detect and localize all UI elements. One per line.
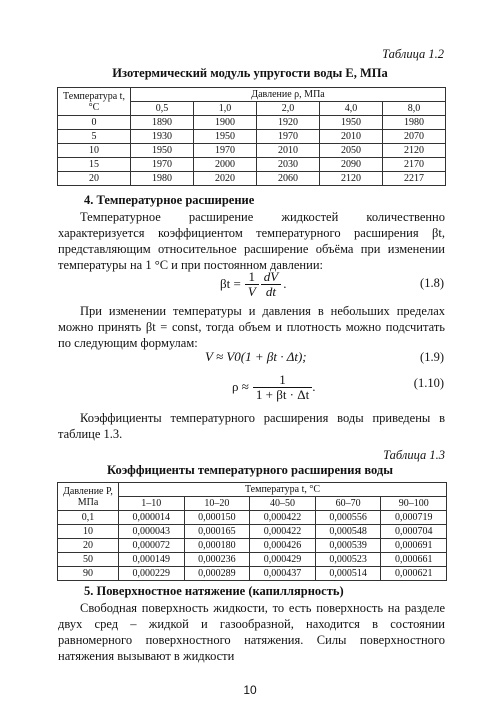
table-cell: 1900 (194, 116, 257, 130)
table-1-2-caption: Таблица 1.2 (382, 47, 444, 61)
paragraph: Коэффициенты температурного расширения воды приведены в таблице 1.3. (58, 411, 445, 441)
section-heading: 5. Поверхностное натяжение (капиллярность) (84, 584, 344, 598)
table-row (58, 130, 446, 144)
table-cell: 10 (58, 525, 119, 539)
table-cell: 0 (58, 116, 131, 130)
table-cell: 2060 (257, 172, 320, 186)
table-cell: 1970 (194, 144, 257, 158)
table-cell: 1950 (320, 116, 383, 130)
table-group-header: Температура t, °C (119, 483, 447, 497)
table-row (58, 525, 447, 539)
equation-1-10: ρ ≈ $\frac{1}{1 + \beta t \cdot \Delta t}$ . (232, 371, 316, 402)
table-cell: 0,000719 (381, 511, 447, 525)
table-1-2-title: Изотермический модуль упругости воды E, МПа (112, 66, 388, 80)
table-cell: 0,000621 (381, 567, 447, 581)
table-cell: 20 (58, 539, 119, 553)
table-cell: 1920 (257, 116, 320, 130)
table-cell: 20 (58, 172, 131, 186)
table-row (58, 567, 447, 581)
equation-number: (1.9) (420, 350, 444, 364)
equation-1-8: βt = $\frac{1}{V}$ $\frac{dV}{dt}$ . (220, 268, 287, 299)
table-cell: 1970 (257, 130, 320, 144)
equation-number: (1.10) (413, 376, 444, 390)
table-cell: 2030 (257, 158, 320, 172)
table-subheader-cell: 0,5 (131, 102, 194, 116)
table-cell: 0,000043 (119, 525, 185, 539)
table-row (58, 172, 446, 186)
table-1-3-caption: Таблица 1.3 (383, 448, 445, 462)
table-cell: 1950 (194, 130, 257, 144)
table-cell: 90 (58, 567, 119, 581)
table-cell: 1970 (131, 158, 194, 172)
table-cell: 5 (58, 130, 131, 144)
table-cell: 0,000149 (119, 553, 185, 567)
paragraph: Температурное расширение жидкостей количественно характеризуется коэффициентом температурного расширения βt, представляющим относительное расширение объёма при изменении температуры на 1 °С и при постоянном давлении: (58, 210, 445, 272)
table-cell: 2120 (320, 172, 383, 186)
table-cell: 0,000422 (250, 525, 316, 539)
table-header-cell: Температура t, °C (58, 88, 131, 116)
table-cell: 0,000422 (250, 511, 316, 525)
fraction: $\frac{1}{V}$ (245, 270, 259, 299)
table-cell: 2120 (383, 144, 446, 158)
page-number: 10 (243, 683, 257, 697)
table-cell: 1950 (131, 144, 194, 158)
equation-number: (1.8) (420, 276, 444, 290)
table-1-3-title: Коэффициенты температурного расширения воды (107, 463, 393, 477)
table-cell: 0,000236 (184, 553, 250, 567)
table-cell: 0,000704 (381, 525, 447, 539)
table-row (58, 539, 447, 553)
table-subheader-cell: 1,0 (194, 102, 257, 116)
table-cell: 2170 (383, 158, 446, 172)
table-cell: 0,000523 (315, 553, 381, 567)
table-cell: 2090 (320, 158, 383, 172)
table-cell: 2070 (383, 130, 446, 144)
table-cell: 0,000426 (250, 539, 316, 553)
fraction: $\frac{dV}{dt}$ (261, 270, 281, 299)
table-cell: 0,000229 (119, 567, 185, 581)
table-cell: 0,000165 (184, 525, 250, 539)
table-cell: 2020 (194, 172, 257, 186)
table-1-3 (57, 482, 447, 581)
table-subheader-cell: 2,0 (257, 102, 320, 116)
table-cell: 0,000150 (184, 511, 250, 525)
table-cell: 0,000539 (315, 539, 381, 553)
table-cell: 0,000429 (250, 553, 316, 567)
table-cell: 1980 (131, 172, 194, 186)
table-cell: 1930 (131, 130, 194, 144)
table-cell: 0,000691 (381, 539, 447, 553)
table-cell: 2217 (383, 172, 446, 186)
table-cell: 0,000548 (315, 525, 381, 539)
table-cell: 0,000072 (119, 539, 185, 553)
table-cell: 2050 (320, 144, 383, 158)
table-cell: 1980 (383, 116, 446, 130)
table-cell: 0,000556 (315, 511, 381, 525)
table-cell: 50 (58, 553, 119, 567)
table-cell: 2010 (257, 144, 320, 158)
table-cell: 0,1 (58, 511, 119, 525)
table-cell: 0,000014 (119, 511, 185, 525)
table-cell: 2010 (320, 130, 383, 144)
table-cell: 0,000437 (250, 567, 316, 581)
table-cell: 10 (58, 144, 131, 158)
table-cell: 2000 (194, 158, 257, 172)
table-subheader-cell: 10–20 (184, 497, 250, 511)
table-row (58, 553, 447, 567)
table-cell: 0,000289 (184, 567, 250, 581)
table-subheader-cell: 8,0 (383, 102, 446, 116)
section-heading: 4. Температурное расширение (84, 193, 255, 207)
table-row (58, 158, 446, 172)
table-row (58, 511, 447, 525)
equation-1-9: V ≈ V0(1 + βt · Δt); (205, 349, 307, 364)
table-subheader-cell: 90–100 (381, 497, 447, 511)
table-group-header: Давление ρ, МПа (131, 88, 446, 102)
table-row (58, 144, 446, 158)
table-1-2 (57, 87, 446, 186)
table-cell: 15 (58, 158, 131, 172)
table-subheader-cell: 40–50 (250, 497, 316, 511)
paragraph: При изменении температуры и давления в небольших пределах можно принять βt = const, тогда объем и плотность можно подсчитать по следующим формулам: (58, 304, 445, 350)
paragraph: Свободная поверхность жидкости, то есть поверхность на разделе двух сред – жидкой и газообразной, находится в состоянии равномерного поверхностного натяжения. Силы поверхностного натяжения вызывают в жидкости (58, 601, 445, 663)
table-cell: 0,000180 (184, 539, 250, 553)
table-subheader-cell: 60–70 (315, 497, 381, 511)
fraction: $\frac{1}{1 + \beta t \cdot \Delta t}$ (253, 373, 312, 402)
table-subheader-cell: 1–10 (119, 497, 185, 511)
table-cell: 1890 (131, 116, 194, 130)
table-header-cell: Давление P, МПа (58, 483, 119, 511)
table-cell: 0,000514 (315, 567, 381, 581)
table-cell: 0,000661 (381, 553, 447, 567)
table-subheader-cell: 4,0 (320, 102, 383, 116)
table-row (58, 116, 446, 130)
